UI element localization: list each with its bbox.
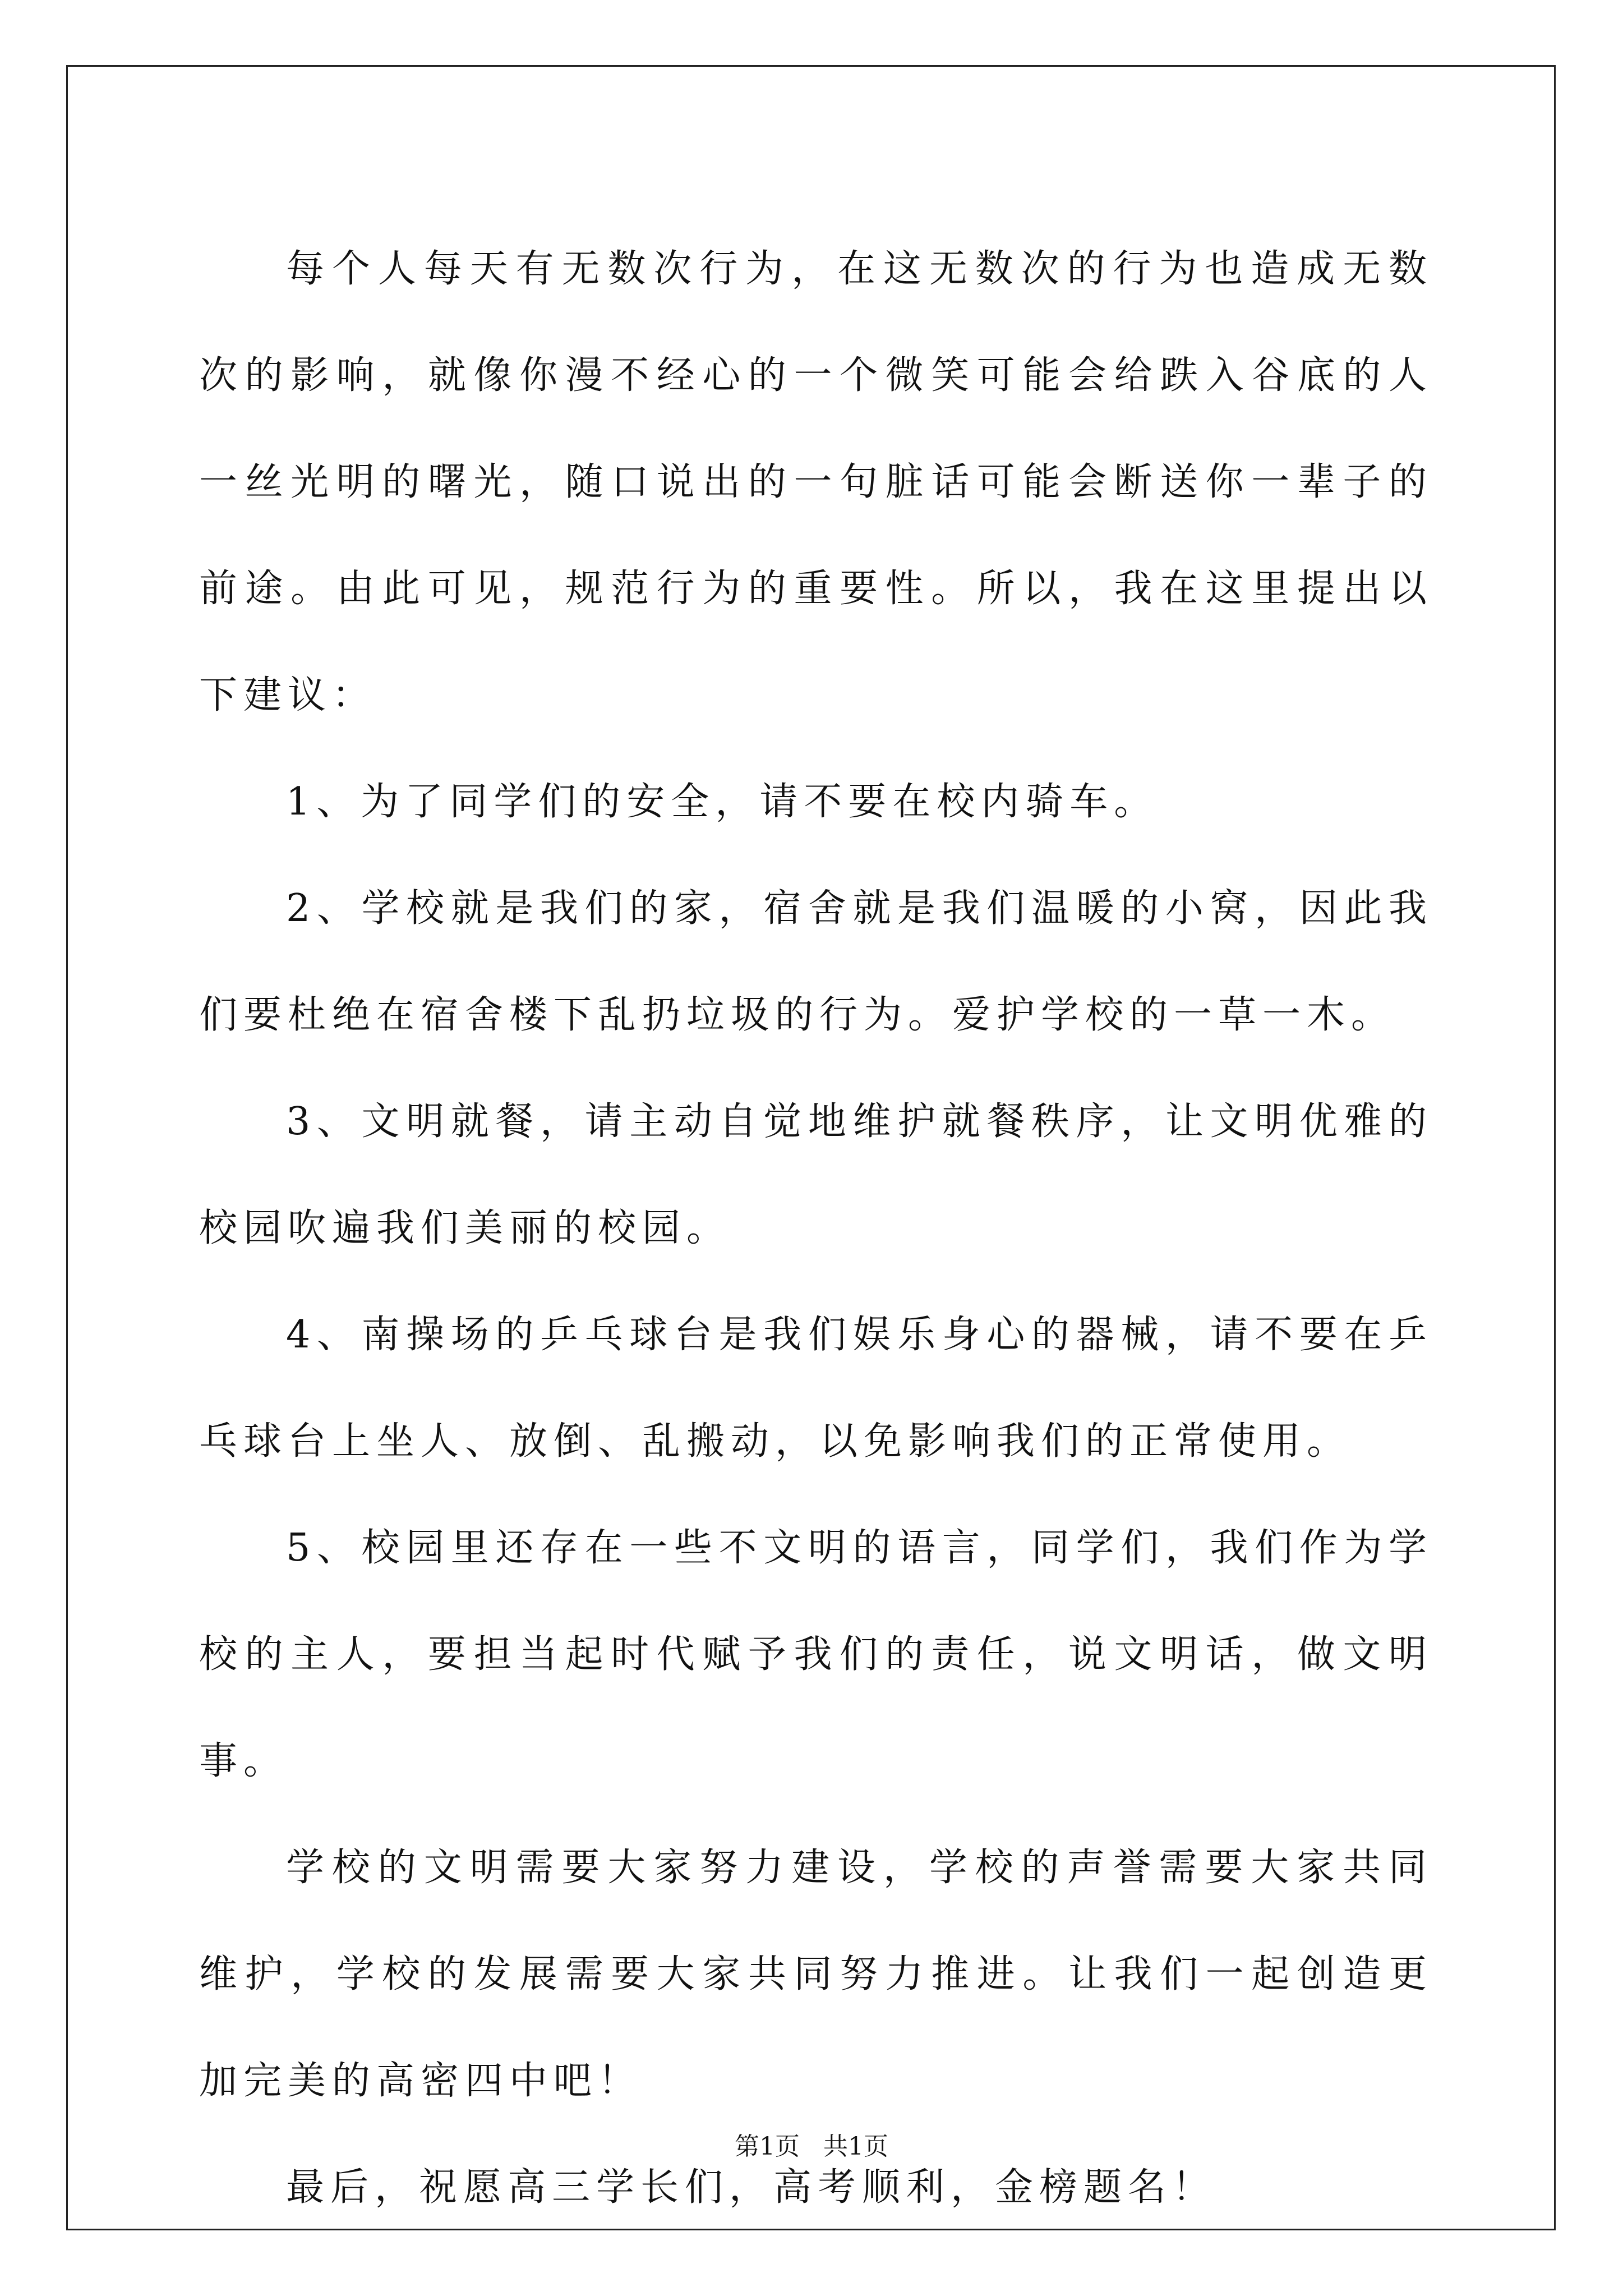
paragraph-suggestion-3: 3、文明就餐，请主动自觉地维护就餐秩序，让文明优雅的校园吹遍我们美丽的校园。	[199, 1099, 1433, 1250]
paragraph-suggestion-1: 1、为了同学们的安全，请不要在校内骑车。	[286, 780, 1159, 824]
document-body	[199, 216, 1433, 2241]
paragraph-intro: 每个人每天有无数次行为，在这无数次的行为也造成无数次的影响，就像你漫不经心的一个微笑可能会给跌入谷底的人一丝光明的曙光，随口说出的一句脏话可能会断送你一辈子的前途。由此可见，规范行为的重要性。所以，我在这里提出以下建议：	[199, 247, 1433, 717]
paragraph-conclusion: 学校的文明需要大家努力建设，学校的声誉需要大家共同维护，学校的发展需要大家共同努力推进。让我们一起创造更加完美的高密四中吧！	[199, 1846, 1433, 2103]
paragraph-closing-wish: 最后，祝愿高三学长们，高考顺利，金榜题名！	[286, 2165, 1217, 2210]
paragraph-suggestion-5: 5、校园里还存在一些不文明的语言，同学们，我们作为学校的主人，要担当起时代赋予我们的责任，说文明话，做文明事。	[199, 1526, 1433, 1783]
paragraph-suggestion-2: 2、学校就是我们的家，宿舍就是我们温暖的小窝，因此我们要杜绝在宿舍楼下乱扔垃圾的行为。爱护学校的一草一木。	[199, 886, 1433, 1037]
paragraph-suggestion-4: 4、南操场的乒乓球台是我们娱乐身心的器械，请不要在乒乓球台上坐人、放倒、乱搬动，以免影响我们的正常使用。	[199, 1313, 1433, 1464]
page-number-footer: 第1页 共1页	[735, 2132, 888, 2161]
